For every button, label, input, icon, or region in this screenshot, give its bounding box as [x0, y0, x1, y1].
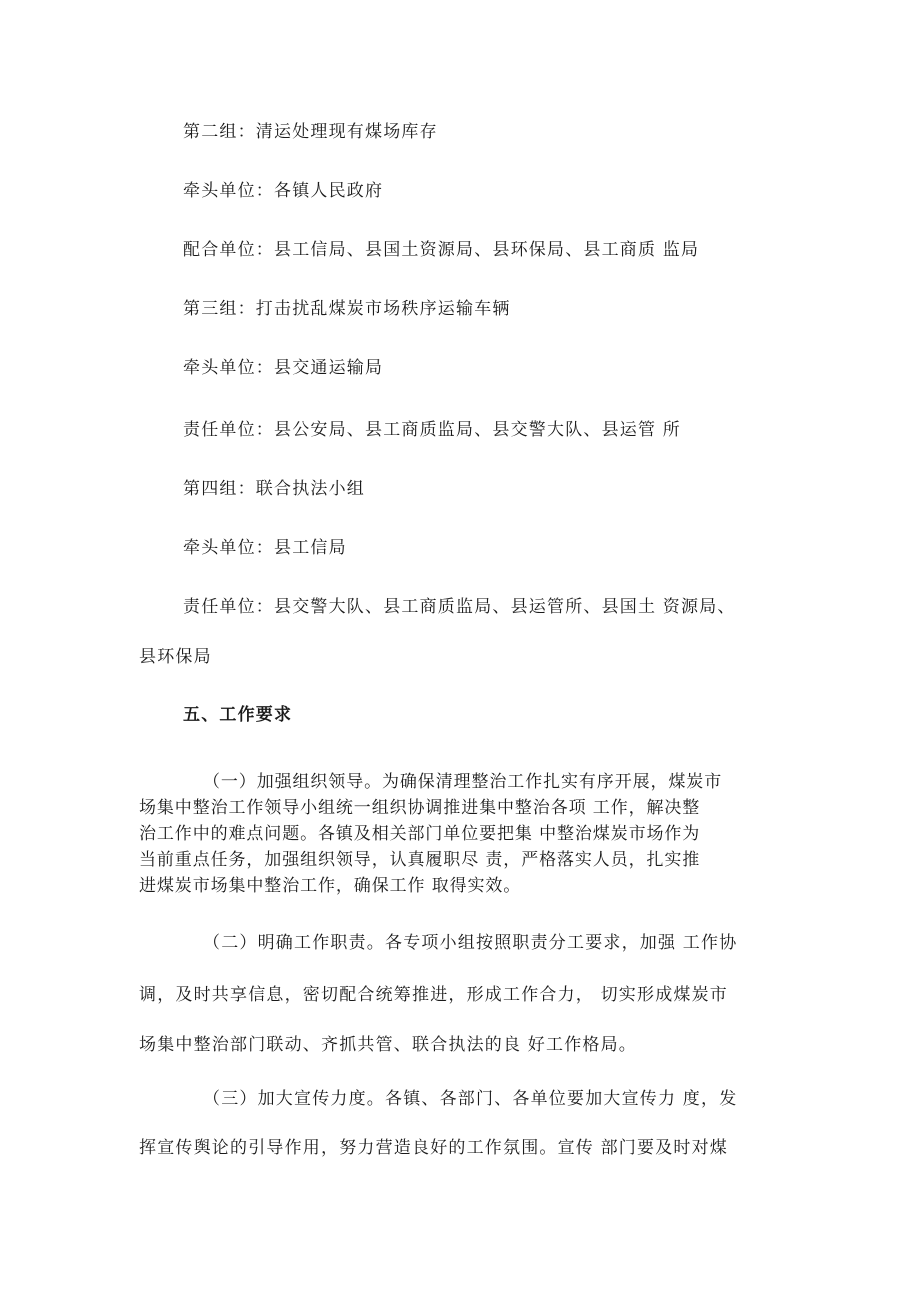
para1-line-5: 进煤炭市场集中整治工作，确保工作 取得实效。	[139, 876, 522, 896]
para2-line-1: （二）明确工作职责。各专项小组按照职责分工要求，加强 工作协	[203, 933, 738, 953]
group-3-responsible-units: 责任单位：县公安局、县工商质监局、县交警大队、县运管 所	[183, 420, 682, 440]
para3-line-1: （三）加大宣传力度。各镇、各部门、各单位要加大宣传力 度，发	[203, 1089, 738, 1109]
para2-line-2: 调，及时共享信息，密切配合统筹推进，形成工作合力， 切实形成煤炭市	[139, 985, 729, 1005]
group-3-lead-unit: 牵头单位：县交通运输局	[183, 358, 384, 378]
group-4-lead-unit: 牵头单位：县工信局	[183, 538, 347, 558]
group-2-lead-unit: 牵头单位：各镇人民政府	[183, 181, 384, 201]
group-4-responsible-units: 责任单位：县交警大队、县工商质监局、县运管所、县国土 资源局、	[183, 597, 736, 617]
group-3-title: 第三组：打击扰乱煤炭市场秩序运输车辆	[183, 299, 511, 319]
group-4-title: 第四组：联合执法小组	[183, 479, 365, 499]
para1-line-2: 场集中整治工作领导小组统一组织协调推进集中整治各项 工作，解决整	[139, 798, 701, 818]
para1-line-1: （一）加强组织领导。为确保清理整治工作扎实有序开展，煤炭市	[203, 772, 723, 792]
para3-line-2: 挥宣传舆论的引导作用，努力营造良好的工作氛围。宣传 部门要及时对煤	[139, 1138, 729, 1158]
section-heading: 五、工作要求	[183, 705, 293, 725]
group-2-support-units: 配合单位：县工信局、县国土资源局、县环保局、县工商质 监局	[183, 240, 700, 260]
group-4-responsible-units-cont: 县环保局	[139, 647, 212, 667]
para2-line-3: 场集中整治部门联动、齐抓共管、联合执法的良 好工作格局。	[139, 1035, 638, 1055]
para1-line-4: 当前重点任务，加强组织领导，认真履职尽 责，严格落实人员，扎实推	[139, 850, 701, 870]
group-2-title: 第二组：清运处理现有煤场库存	[183, 122, 438, 142]
para1-line-3: 治工作中的难点问题。各镇及相关部门单位要把集 中整治煤炭市场作为	[139, 824, 701, 844]
